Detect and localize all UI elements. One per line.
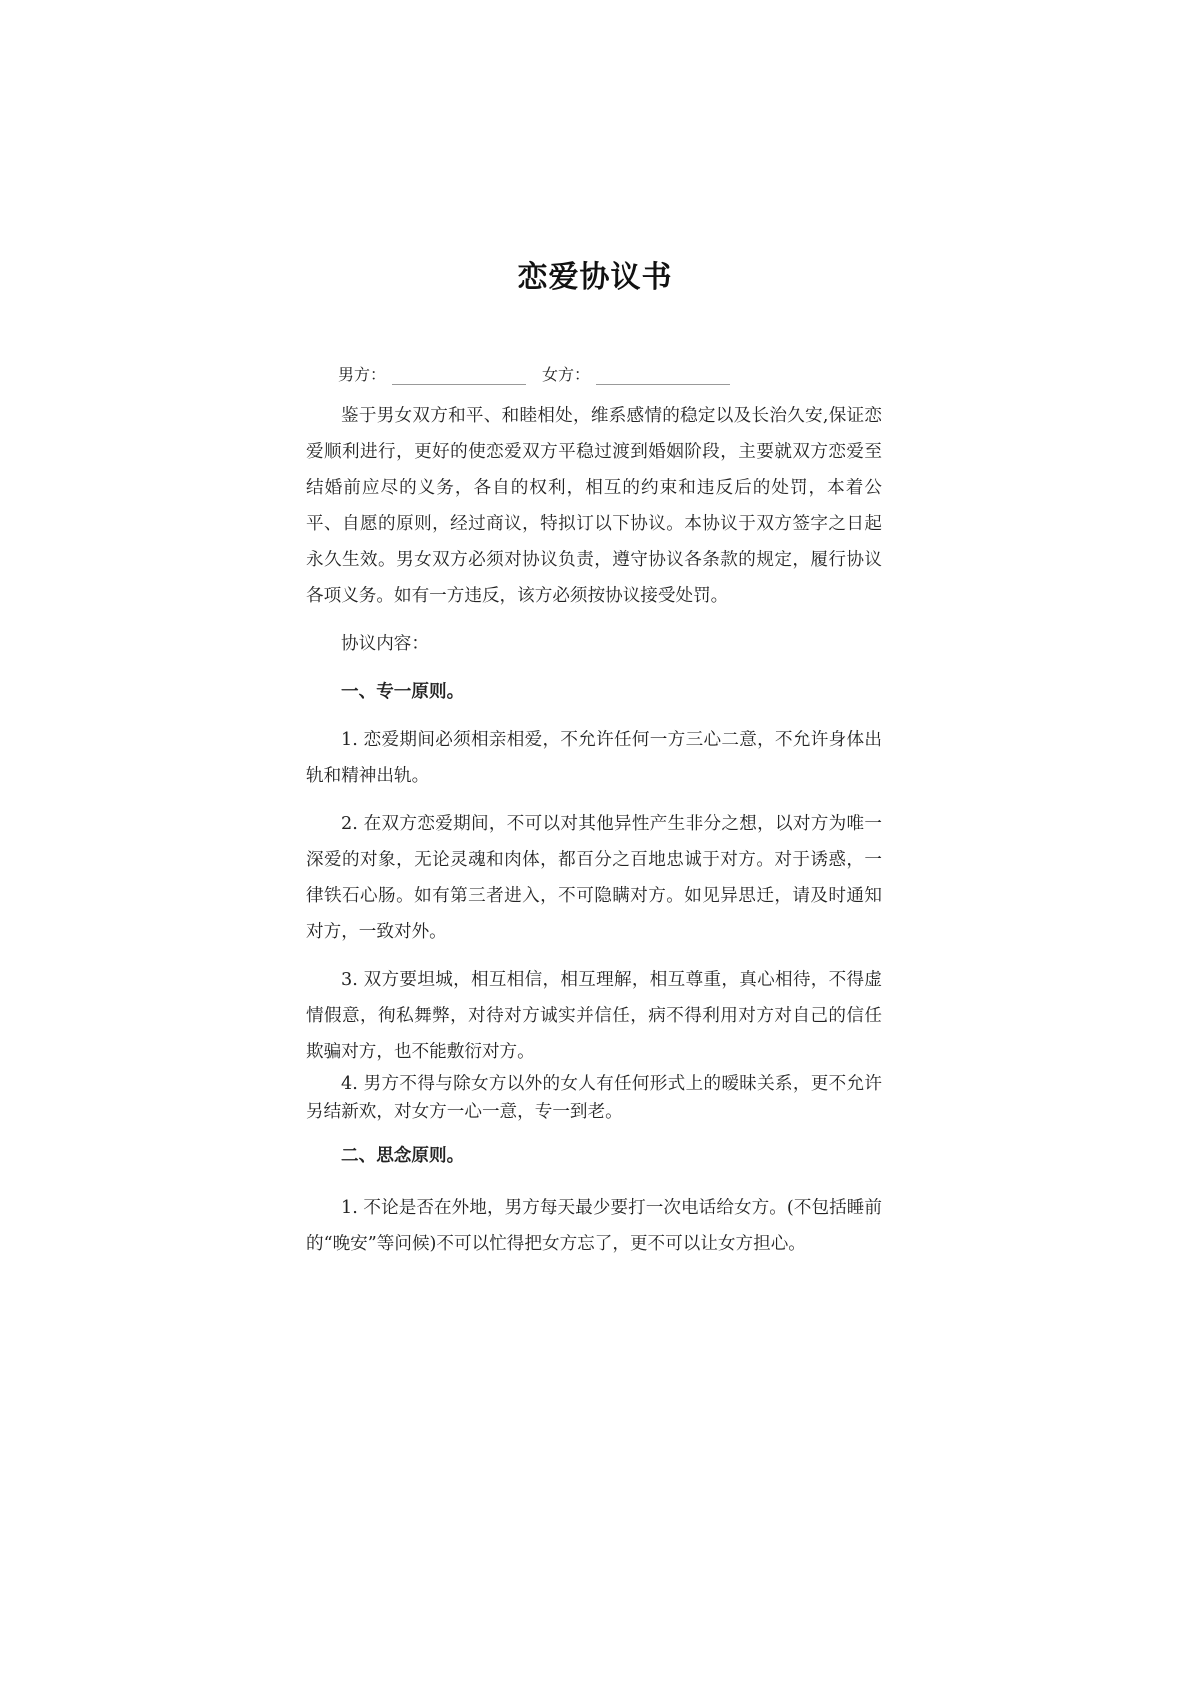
clause-item: 4. 男方不得与除女方以外的女人有任何形式上的暧昧关系，更不允许另结新欢，对女方一心一意，专一到老。	[306, 1074, 882, 1122]
clause-item: 3. 双方要坦城，相互相信，相互理解，相互尊重，真心相待，不得虚情假意，徇私舞弊，对待对方诚实并信任，病不得利用对方对自己的信任欺骗对方，也不能敷衍对方。	[306, 970, 882, 1062]
section-heading-missing: 二、思念原则。	[341, 1145, 465, 1166]
document-title: 恋爱协议书	[517, 260, 673, 295]
section-heading-loyalty: 一、专一原则。	[341, 681, 465, 702]
signature-row	[338, 357, 746, 385]
clause-item: 2. 在双方恋爱期间，不可以对其他异性产生非分之想，以对方为唯一深爱的对象，无论灵魂和肉体，都百分之百地忠诚于对方。对于诱惑，一律铁石心肠。如有第三者进入，不可隐瞒对方。如见异思迁，请及时通知对方，一致对外。	[306, 814, 882, 942]
document-body	[306, 398, 882, 1262]
contents-label: 协议内容：	[341, 634, 429, 654]
preamble-paragraph: 鉴于男女双方和平、和睦相处，维系感情的稳定以及长治久安,保证恋爱顺利进行，更好的使恋爱双方平稳过渡到婚姻阶段，主要就双方恋爱至结婚前应尽的义务，各自的权利，相互的约束和违反后的处罚，本着公平、自愿的原则，经过商议，特拟订以下协议。本协议于双方签字之日起永久生效。男女双方必须对协议负责，遵守协议各条款的规定，履行协议各项义务。如有一方违反，该方必须按协议接受处罚。	[306, 406, 882, 606]
clause-item: 1. 恋爱期间必须相亲相爱，不允许任何一方三心二意，不允许身体出轨和精神出轨。	[306, 730, 882, 786]
female-signature-label: 女方：	[542, 365, 591, 384]
male-signature-field[interactable]	[392, 366, 526, 385]
clause-item: 1. 不论是否在外地，男方每天最少要打一次电话给女方。(不包括睡前的“晚安”等问候)不可以忙得把女方忘了，更不可以让女方担心。	[306, 1198, 882, 1254]
female-signature-field[interactable]	[596, 366, 730, 385]
male-signature-label: 男方：	[338, 365, 387, 384]
